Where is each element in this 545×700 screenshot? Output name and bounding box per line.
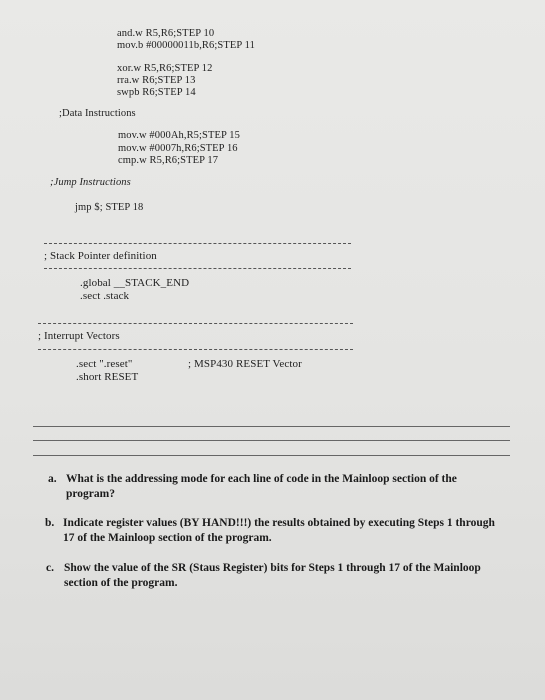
stack-section-heading: ; Stack Pointer definition: [44, 250, 157, 262]
code-line-step-14: swpb R6;STEP 14: [117, 87, 196, 98]
answer-rule: [33, 455, 510, 456]
question-letter: b.: [45, 517, 55, 529]
question-a: [48, 472, 498, 502]
question-text: What is the addressing mode for each line of code in the Mainloop section of the program?: [66, 473, 457, 500]
question-text: Indicate register values (BY HAND!!!) the results obtained by executing Steps 1 through 17 of the Mainloop section of the program.: [63, 517, 495, 544]
code-line-step-17: cmp.w R5,R6;STEP 17: [118, 155, 219, 166]
question-c: [46, 561, 506, 591]
code-line-step-16: mov.w #0007h,R6;STEP 16: [118, 143, 238, 154]
question-letter: a.: [48, 473, 57, 485]
data-instructions-heading: ;Data Instructions: [59, 108, 136, 119]
answer-rule: [33, 426, 510, 427]
dashed-separator: [38, 349, 353, 350]
sect-stack-line: .sect .stack: [80, 290, 130, 302]
reset-vector-comment: ; MSP430 RESET Vector: [188, 358, 302, 370]
code-line-step-15: mov.w #000Ah,R5;STEP 15: [118, 130, 240, 141]
short-reset-line: .short RESET: [76, 371, 139, 383]
dashed-separator: [38, 323, 353, 324]
global-stack-end-line: .global __STACK_END: [80, 277, 190, 289]
code-line-step-18: jmp $; STEP 18: [75, 202, 144, 213]
interrupt-section-heading: ; Interrupt Vectors: [38, 330, 120, 342]
code-line-step-12: xor.w R5,R6;STEP 12: [117, 63, 213, 74]
sect-reset-line: .sect ".reset": [76, 358, 133, 370]
code-line-step-10: and.w R5,R6;STEP 10: [117, 28, 215, 39]
jump-instructions-heading: ;Jump Instructions: [50, 177, 131, 188]
code-line-step-13: rra.w R6;STEP 13: [117, 75, 196, 86]
answer-rule: [33, 440, 510, 441]
code-line-step-11: mov.b #00000011b,R6;STEP 11: [117, 40, 255, 51]
question-text: Show the value of the SR (Staus Register) bits for Steps 1 through 17 of the Mainloop section of the program.: [64, 562, 481, 589]
dashed-separator: [44, 243, 351, 244]
dashed-separator: [44, 268, 351, 269]
question-b: [45, 516, 505, 546]
question-letter: c.: [46, 562, 54, 574]
